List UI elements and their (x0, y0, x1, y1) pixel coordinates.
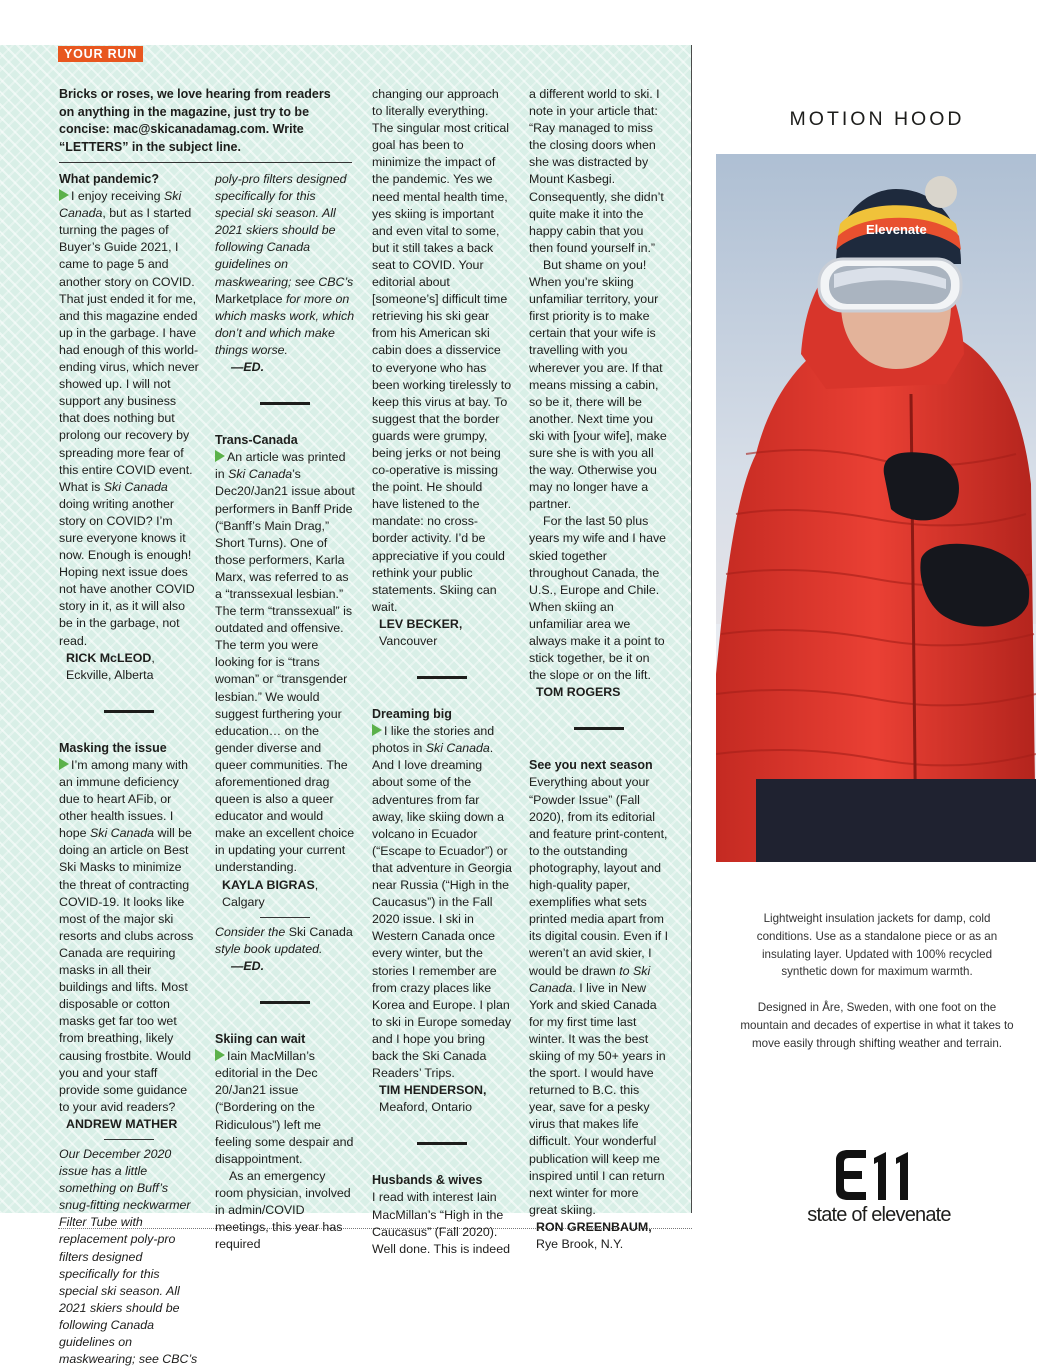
letter-location: Eckville, Alberta (66, 667, 154, 682)
section-separator (417, 1142, 467, 1145)
ad-copy-paragraph-1: Lightweight insulation jackets for damp, cold conditions. Use as a standalone piece or as an insulating layer. Updated with 100% recycled synthetic down for maximum warmth. (756, 912, 998, 979)
letter-body: As an emergency room physician, involved in admin/COVID meetings, this year has required (215, 1168, 351, 1252)
letter-author: RICK McLEOD, (66, 650, 155, 665)
letter-title: Masking the issue (59, 740, 167, 755)
letter-title: Dreaming big (372, 707, 452, 722)
editor-reply: Our December 2020 issue has a little something on Buff’s snug-fitting neckwarmer Filter Tube with replacement poly-pro filters designed specifically for this special ski season. All 2021 skiers should be following Canada guidelines on maskwearing; see CBC’s (59, 1146, 198, 1367)
letter-body: I’m among many with an immune deficiency due to heart AFib, or other health issues. I hope Ski Canada will be doing an article on Best Ski Masks to minimize the threat of contracting COVID-19. It looks like most of the major ski resorts and clubs across Canada are requiring masks in all their buildings and lifts. Most disposable or cotton masks get far too wet from breathing, likely causing frostbite. Would you and your staff provide some guidance to your avid readers? (59, 757, 194, 1114)
play-triangle-icon (372, 724, 382, 736)
page-divider (691, 45, 692, 1213)
column-3 (372, 86, 512, 1258)
editor-reply-continued: poly-pro filters designed specifically for this special ski season. All 2021 skiers should be following Canada guidelines on maskwearing; see CBC’s Marketplace for more on which masks work, which don’t and which make things worse. (215, 172, 355, 357)
column-2 (215, 171, 355, 1253)
section-separator (574, 727, 624, 730)
letter-location: Meaford, Ontario (379, 1100, 472, 1115)
letter-location: Vancouver (379, 634, 438, 648)
skier-in-jacket-illustration (716, 154, 1036, 862)
elevenate-logo-icon (832, 1150, 916, 1200)
editor-reply: Consider the Ski Canada style book updated. (215, 924, 353, 956)
play-triangle-icon (215, 450, 225, 462)
brand-name: state of elevenate (807, 1204, 951, 1226)
letter-author: TOM ROGERS (536, 685, 621, 700)
letter-body: For the last 50 plus years my wife and I have skied together throughout Canada, the U.S., Europe and Chile. When skiing an unfamiliar area we always make it a point to stick together, be it on the slope or on the lift. (529, 514, 667, 683)
letter-title: What pandemic? (59, 172, 160, 186)
letter-body: Iain MacMillan’s editorial in the Dec 20/Jan21 issue (“Bordering on the Ridiculous”) left me feeling some despair and disappointment. (215, 1049, 354, 1166)
ad-title: MOTION HOOD (789, 108, 965, 130)
section-separator (260, 1001, 310, 1004)
editor-sign: —ED. (231, 360, 265, 375)
letter-location: Calgary (222, 894, 265, 909)
section-separator (104, 710, 154, 713)
letter-body: I read with interest Iain MacMillan’s “High in the Caucasus” (Fall 2020). Well done. This is indeed (372, 1190, 510, 1256)
letter-body: Everything about your “Powder Issue” (Fall 2020), from its editorial and feature print-content, to the outstanding photography, layout and high-quality paper, exemplifies what sets printed media apart from its digital cousin. Even if I weren’t an avid skier, I would be drawn to Ski Canada. I live in New York and skied Canada for my first time last winter. It was the best skiing of my 50+ years in the sport. I would have returned to B.C. this year, save for a pesky virus that makes life difficult. Your wonderful publication will keep me inspired until I can return next winter for more great skiing. (529, 775, 669, 1217)
letter-body: An article was printed in Ski Canada’s Dec20/Jan21 issue about performers in Banff Pride (“Banff’s Main Drag,” Short Turns). One of those performers, Karla Marx, was referred to as a “transsexual lesbian.” The term “transsexual” is outdated and offensive. The term you were looking for is “trans woman” or “transgender lesbian.” We would suggest furthering your education… on the gender diverse and queer communities. The aforementioned drag queen is also a queer educator and would make an excellent choice in updating your current understanding. (215, 450, 355, 875)
letter-title: See you next season (529, 758, 653, 773)
section-tag: YOUR RUN (58, 46, 143, 62)
letter-body-continued: a different world to ski. I note in your article that: “Ray managed to miss the closing doors when she was distracted by Mount Kasbegi. Consequently, she didn’t quite make it into the happy cabin that you then found yourself in.” (529, 87, 664, 255)
intro-rule (59, 162, 352, 163)
letter-title: Husbands & wives (372, 1173, 483, 1188)
letter-title: Skiing can wait (215, 1032, 306, 1047)
letter-body: I like the stories and photos in Ski Canada. And I love dreaming about some of the adventures from far away, like skiing down a volcano in Ecuador (“Escape to Ecuador”) or that adventure in Georgia near Russia (“High in the Caucasus”) in the Fall 2020 issue. I ski in Western Canada once every winter, but the stories I remember are from crazy places like Korea and Europe. I plan to ski in Europe someday and I hope you bring back the Ski Canada Readers’ Trips. (372, 724, 512, 1081)
letter-author: KAYLA BIGRAS, (222, 877, 319, 892)
reply-separator (260, 917, 310, 918)
letter-author: TIM HENDERSON, (379, 1083, 487, 1098)
play-triangle-icon (59, 189, 69, 201)
ad-copy-paragraph-2: Designed in Åre, Sweden, with one foot on the mountain and decades of expertise in what it takes to move easily through shifting weather and terrain. (740, 1001, 1014, 1050)
letter-author: ANDREW MATHER (66, 1116, 178, 1131)
reply-separator (104, 1139, 154, 1140)
hat-logo-text: Elevenate (866, 222, 927, 237)
editor-sign: —ED. (231, 958, 265, 973)
intro-text: Bricks or roses, we love hearing from readers on anything in the magazine, just try to be concise: mac@skicanadamag.com. Write “LETTERS” in the subject line. (59, 87, 331, 154)
letter-author: RON GREENBAUM, (536, 1219, 652, 1234)
letter-body-continued: changing our approach to literally everything. The singular most critical goal has been to minimize the impact of the pandemic. Yes we need mental health time, yes skiing is important and even vital to some, but it still takes a back seat to COVID. Your editorial about [someone’s] difficult time retrieving his ski gear from his American ski cabin does a disservice to everyone who has been working tirelessly to keep this virus at bay. To suggest that the border guards were grumpy, being jerks or not being co-operative is missing the point. He should have listened to the mandate: no cross-border activity. I’d be appreciative if you could rethink your public statements. Skiing can wait. (372, 87, 512, 614)
play-triangle-icon (59, 758, 69, 770)
letter-author: LEV BECKER, (379, 616, 463, 631)
section-separator (417, 676, 467, 679)
letter-title: Trans-Canada (215, 433, 298, 448)
ad-copy (738, 910, 1016, 1071)
column-4 (529, 86, 669, 1253)
letter-body: I enjoy receiving Ski Canada, but as I started turning the pages of Buyer’s Guide 2021, I came to page 5 and another story on COVID. That just ended it for me, and this magazine ended up in the garbage. I have had enough of this world-ending virus, which never showed up. I will not support any business that does nothing but prolong our recovery by spreading more fear of this entire COVID event. What is Ski Canada doing writing another story on COVID? I’m sure everyone knows it now. Enough is enough! Hoping next issue does not have another COVID story in it, as it will also be in the garbage, not read. (59, 189, 199, 648)
ad-photo (716, 154, 1036, 862)
letter-body: But shame on you! When you’re skiing unfamiliar territory, your first priority is to make certain that your wife is travelling with you wherever you are. If that means missing a cabin, so be it, there will be another. Next time you ski with [your wife], make sure she is with you all the way. Otherwise you may no longer have a partner. (529, 257, 667, 512)
section-separator (260, 402, 310, 405)
play-triangle-icon (215, 1049, 225, 1061)
letter-location: Rye Brook, N.Y. (536, 1237, 624, 1251)
column-1 (59, 171, 199, 1368)
